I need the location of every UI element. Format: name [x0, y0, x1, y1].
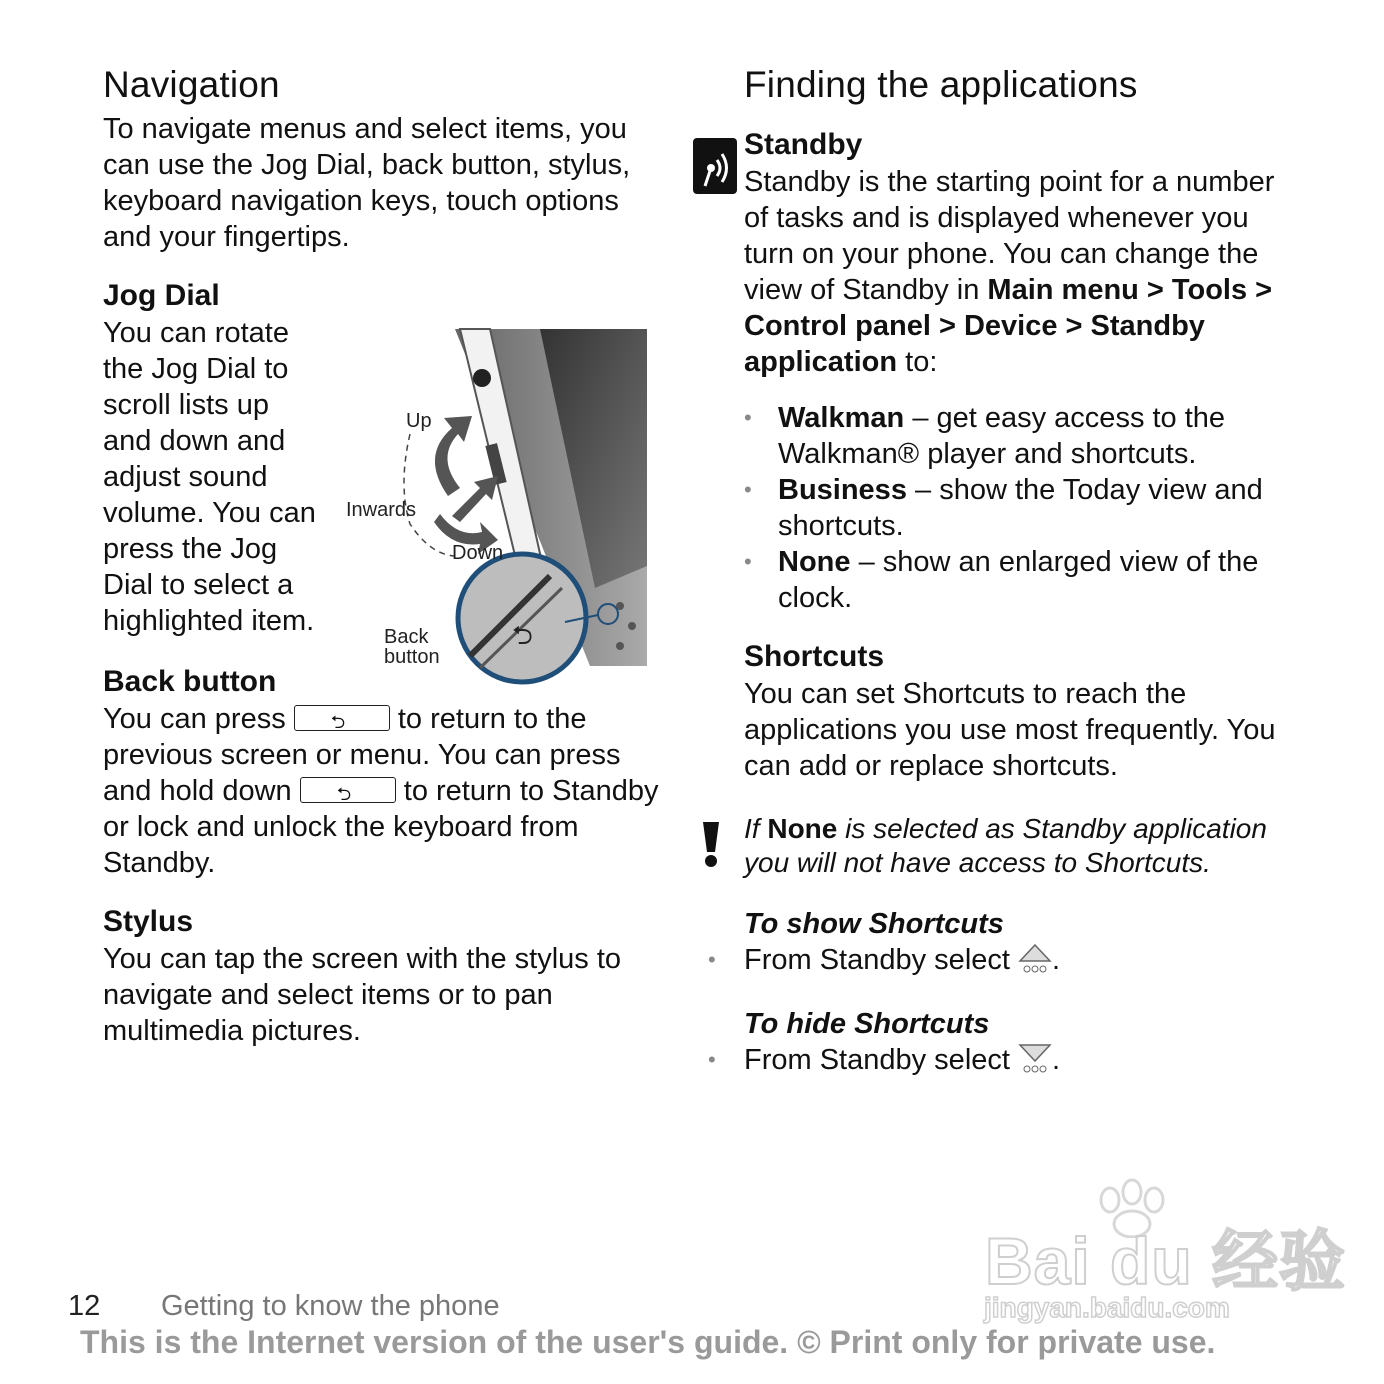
- shortcuts-text: You can set Shortcuts to reach the applications you use most frequently. You can add or replace shortcuts.: [744, 678, 1276, 782]
- standby-text: Standby is the starting point for a number of tasks and is displayed whenever you turn on your phone. You can change the view of Standby in Main menu > Tools > Control panel > Device > Standby application to:: [744, 166, 1275, 378]
- finding-apps-title: Finding the applications: [744, 64, 1138, 105]
- jog-dial-text: You can rotate the Jog Dial to scroll lists up and down and adjust sound volume. You can press the Jog Dial to select a highlighted item.: [103, 317, 316, 637]
- hide-shortcuts-step: • From Standby select .: [744, 1042, 1304, 1084]
- illustration-label-up: Up: [406, 410, 432, 432]
- navigation-intro: To navigate menus and select items, you can use the Jog Dial, back button, stylus, keyboard navigation keys, touch options and your fingertips.: [103, 113, 631, 253]
- standby-heading: Standby: [744, 128, 863, 161]
- shortcuts-heading: Shortcuts: [744, 640, 885, 673]
- right-column: [708, 62, 1304, 1084]
- list-item: • Business – show the Today view and shortcuts.: [744, 474, 1263, 542]
- hide-shortcuts-icon: [1018, 1043, 1052, 1084]
- jog-dial-heading: Jog Dial: [103, 279, 220, 312]
- back-button-heading: Back button: [103, 665, 277, 698]
- standby-options-list: [744, 400, 1304, 616]
- watermark-url: jingyan.baidu.com: [984, 1292, 1230, 1323]
- warning-icon: [700, 822, 722, 868]
- page-number: 12: [68, 1290, 101, 1322]
- stylus-heading: Stylus: [103, 905, 194, 938]
- jog-dial-illustration: [340, 326, 650, 696]
- illustration-label-down: Down: [452, 542, 504, 564]
- show-shortcuts-step: • From Standby select .: [744, 942, 1304, 984]
- show-shortcuts-heading: To show Shortcuts: [744, 908, 1004, 940]
- back-key-icon: ⮌: [294, 705, 390, 731]
- back-key-icon: ⮌: [300, 777, 396, 803]
- navigation-title: Navigation: [103, 64, 280, 105]
- section-title: Getting to know the phone: [161, 1290, 500, 1322]
- back-button-text: You can press ⮌ to return to the previous screen or menu. You can press and hold down ⮌ to return to Standby or lock and unlock the keyboard from Standby.: [103, 703, 659, 879]
- illustration-label-inwards: Inwards: [346, 499, 417, 521]
- hide-shortcuts-heading: To hide Shortcuts: [744, 1008, 990, 1040]
- illustration-label-back: Back: [384, 626, 429, 648]
- disclaimer-text: This is the Internet version of the user's guide. © Print only for private use.: [80, 1324, 1216, 1360]
- svg-text:⮌: ⮌: [512, 621, 533, 651]
- standby-icon: [693, 138, 737, 194]
- list-item: • Walkman – get easy access to the Walkman® player and shortcuts.: [744, 402, 1226, 470]
- stylus-text: You can tap the screen with the stylus to navigate and select items or to pan multimedia pictures.: [103, 943, 622, 1047]
- list-item: • None – show an enlarged view of the clock.: [744, 546, 1259, 614]
- show-shortcuts-icon: [1018, 943, 1052, 984]
- illustration-label-button: button: [384, 646, 440, 668]
- note-text: If None is selected as Standby application you will not have access to Shortcuts.: [744, 813, 1267, 878]
- watermark-logo: Bai du 经验: [985, 1224, 1347, 1298]
